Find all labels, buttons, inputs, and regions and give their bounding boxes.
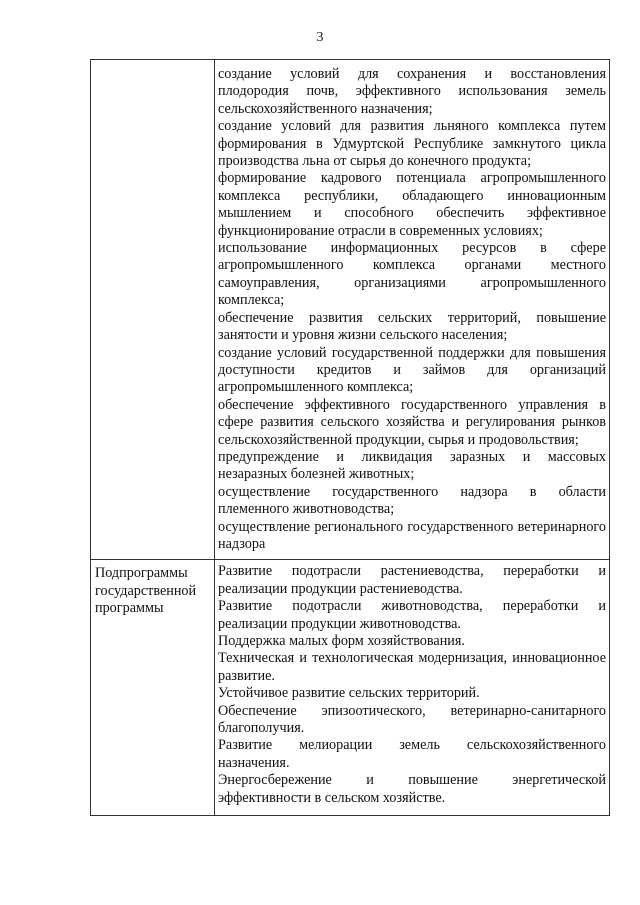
- list-item: Техническая и технологическая модернизация, инновационное развитие.: [218, 650, 606, 684]
- list-item: Энергосбережение и повышение энергетической эффективности в сельском хозяйстве.: [218, 772, 606, 806]
- list-item: Поддержка малых форм хозяйствования.: [218, 633, 465, 649]
- list-item: Развитие подотрасли растениеводства, переработки и реализации продукции растениеводства.: [218, 563, 606, 597]
- list-item: обеспечение развития сельских территорий, повышение занятости и уровня жизни сельского населения;: [218, 309, 606, 344]
- list-item: создание условий государственной поддержки для повышения доступности кредитов и займов для организаций агропромышленного комплекса;: [218, 344, 606, 396]
- table-row-label: [91, 60, 215, 560]
- list-item: Развитие подотрасли животноводства, переработки и реализации продукции животноводства.: [218, 598, 606, 632]
- program-passport-table: [90, 59, 610, 816]
- table-row: [91, 60, 610, 560]
- list-item: Развитие мелиорации земель сельскохозяйственного назначения.: [218, 737, 606, 771]
- list-item: осуществление государственного надзора в области племенного животноводства;: [218, 483, 606, 518]
- table-row-label: [91, 560, 215, 816]
- list-item: использование информационных ресурсов в сфере агропромышленного комплекса органами местного самоуправления, организациями агропромышленного комплекса;: [218, 240, 606, 309]
- list-item: создание условий для развития льняного комплекса путем формирования в Удмуртской Республике замкнутого цикла производства льна от сырья до конечного продукта;: [218, 118, 606, 170]
- subprograms-label: Подпрограммы государственной программы: [95, 565, 197, 617]
- list-item: обеспечение эффективного государственного управления в сфере развития сельского хозяйства и регулирования рынков сельскохозяйственной продукции, сырья и продовольствия;: [218, 396, 606, 448]
- list-item: предупреждение и ликвидация заразных и массовых незаразных болезней животных;: [218, 448, 606, 483]
- list-item: создание условий для сохранения и восстановления плодородия почв, эффективного использования земель сельскохозяйственного назначения;: [218, 66, 606, 117]
- list-item: Устойчивое развитие сельских территорий.: [218, 685, 480, 702]
- table-row-content: [215, 560, 610, 816]
- list-item: формирование кадрового потенциала агропромышленного комплекса республики, обладающего инновационным мышлением и способного обеспечить эффективное функционирование отрасли в современных условиях;: [218, 170, 606, 239]
- table-row: [91, 560, 610, 816]
- list-item: Обеспечение эпизоотического, ветеринарно-санитарного благополучия.: [218, 702, 606, 737]
- page-number: 3: [316, 30, 324, 45]
- table-row-content: [215, 60, 610, 560]
- list-item: осуществление регионального государственного ветеринарного надзора: [218, 518, 606, 552]
